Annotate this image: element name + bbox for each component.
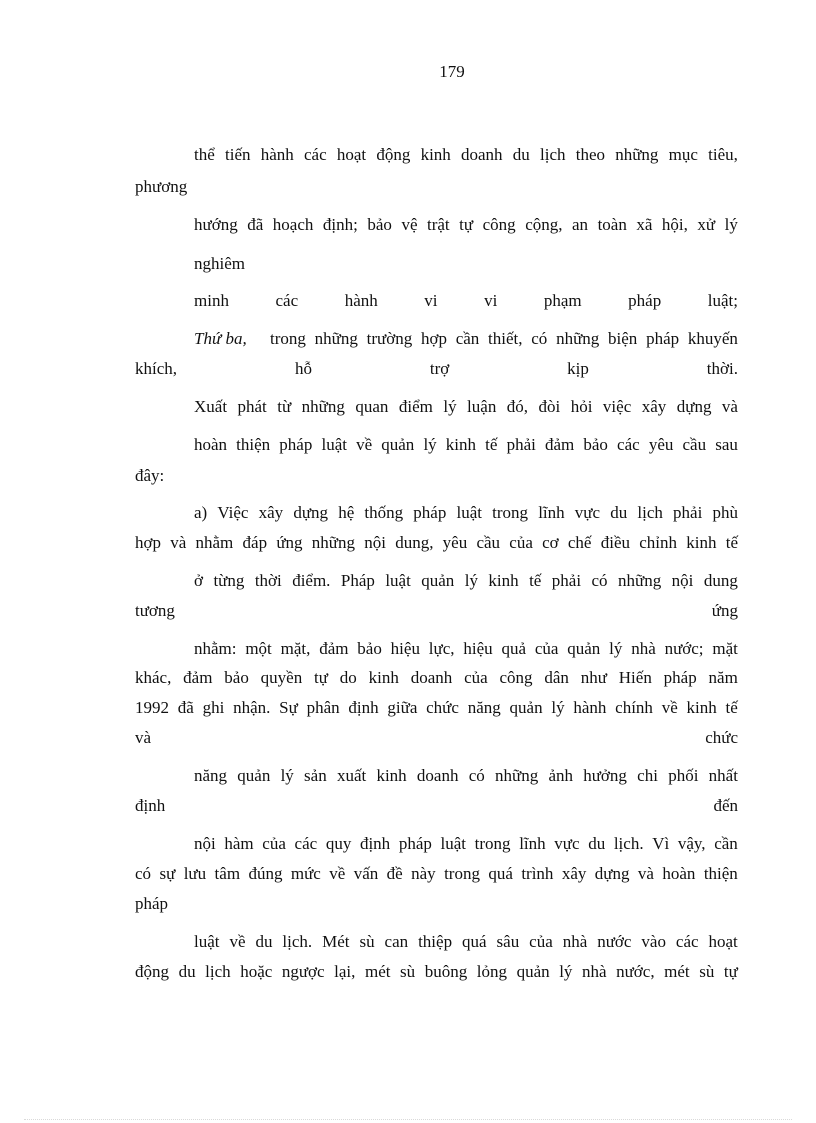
word: sự [159, 864, 176, 883]
word: các [275, 291, 299, 310]
word: khác, [135, 668, 172, 687]
word: tế [725, 533, 738, 552]
word: thiện [703, 864, 738, 883]
word: của [262, 834, 286, 853]
word: như [580, 668, 607, 687]
word: lý [280, 766, 294, 785]
italic-phrase: Thứ ba, [194, 329, 247, 348]
word: phối [668, 766, 699, 785]
word: năng [194, 766, 228, 785]
word: của [534, 639, 559, 658]
word: tương [135, 601, 175, 620]
word: quyền [260, 668, 303, 687]
word: biện [608, 329, 638, 348]
word: những [556, 329, 600, 348]
word: hành [344, 291, 378, 310]
text-line [135, 795, 738, 817]
word: về [661, 698, 678, 717]
word: hỗ [294, 359, 312, 378]
word: năm [708, 668, 738, 687]
word: xã [636, 215, 653, 234]
word: vậy, [677, 834, 706, 853]
word: quản [567, 639, 601, 658]
text-line [135, 697, 738, 719]
word: cơ [542, 533, 559, 552]
word: tự [314, 668, 328, 687]
word: cần [714, 834, 738, 853]
word: hỏi [570, 397, 593, 416]
word: động [376, 145, 411, 164]
word: mét [364, 962, 391, 981]
word: pháp [279, 435, 313, 454]
word: những [618, 571, 662, 590]
word: nhận. [233, 698, 271, 717]
word: vi [484, 291, 498, 310]
word: phân [306, 698, 340, 717]
word: kinh [368, 668, 399, 687]
word: đòi [538, 397, 561, 416]
word: bảo [367, 215, 392, 234]
word: chức [426, 698, 459, 717]
word: ứng [276, 533, 303, 552]
text-line [194, 570, 738, 592]
word: động [135, 962, 169, 981]
word: mục [668, 145, 698, 164]
word: dựng [293, 503, 329, 522]
word: quản [509, 698, 543, 717]
word: tự [459, 215, 474, 234]
word: định [135, 796, 166, 815]
word: mặt, [280, 639, 311, 658]
word: dựng [594, 864, 630, 883]
text-line [194, 290, 738, 312]
word: nội [194, 834, 216, 853]
word: đáp [242, 533, 268, 552]
word: lý [551, 698, 565, 717]
text-line [135, 358, 738, 380]
word: lịch [637, 503, 663, 522]
text-span [270, 328, 738, 350]
word: pháp [398, 834, 432, 853]
word: nhà [581, 962, 607, 981]
word: phải [506, 435, 536, 454]
word: sù [359, 932, 375, 951]
word: quản [237, 766, 271, 785]
word: Xuất [194, 397, 228, 416]
word: lý [559, 962, 573, 981]
word: luật [321, 435, 347, 454]
word: hoạt [336, 145, 367, 164]
word: vào [641, 932, 666, 951]
word: những [314, 329, 358, 348]
word: nội [364, 533, 386, 552]
word: tế [485, 435, 498, 454]
word: đã [247, 215, 264, 234]
word: quả [501, 639, 526, 658]
word: định [359, 834, 391, 853]
word: hoặc [240, 962, 273, 981]
word: các [617, 435, 640, 454]
word: luận [467, 397, 497, 416]
word: nước, [616, 962, 655, 981]
word: pháp [628, 291, 662, 310]
word: hoàn [662, 864, 696, 883]
word: sâu [496, 932, 520, 951]
word: đề [386, 864, 403, 883]
word: quản [381, 435, 415, 454]
word: trật [427, 215, 450, 234]
word: thời. [706, 359, 738, 378]
word: đến [713, 796, 738, 815]
word: lịch [540, 145, 566, 164]
text-line: đây: [135, 466, 165, 485]
word: xuất [336, 766, 367, 785]
word: luật [194, 932, 220, 951]
word: dung, [395, 533, 434, 552]
word: xây [641, 397, 667, 416]
word: trợ [429, 359, 450, 378]
text-line [194, 638, 738, 660]
word: chức [705, 728, 738, 747]
word: chi [637, 766, 658, 785]
word: hưởng [583, 766, 627, 785]
word: ứng [711, 601, 738, 620]
word: định [348, 698, 379, 717]
text-line [194, 765, 738, 787]
text-line [135, 600, 738, 622]
text-line [194, 328, 738, 350]
word: đảm [319, 639, 349, 658]
word: thiện [236, 435, 271, 454]
word: xây [258, 503, 284, 522]
text-line: nghiêm [194, 254, 245, 273]
text-line [135, 727, 738, 749]
word: hành [260, 145, 294, 164]
word: cầu [476, 533, 501, 552]
word: sản [304, 766, 327, 785]
word: doanh [416, 766, 459, 785]
word: quan [355, 397, 389, 416]
word: sau [715, 435, 738, 454]
word: nhất [708, 766, 738, 785]
word: kinh [376, 766, 407, 785]
word: minh [194, 291, 229, 310]
text-line [194, 502, 738, 524]
word: dân [544, 668, 569, 687]
word: Mét [322, 932, 350, 951]
word: những [301, 397, 345, 416]
text-line [194, 931, 738, 953]
word: những [311, 533, 355, 552]
word: hợp [135, 533, 161, 552]
word: phù [712, 503, 738, 522]
word: phải [673, 503, 703, 522]
word: du [610, 503, 628, 522]
text-line [194, 833, 738, 855]
word: kinh [686, 533, 717, 552]
word: vệ [401, 215, 418, 234]
word: chính [615, 698, 653, 717]
word: lý [423, 435, 437, 454]
word: Vì [652, 834, 670, 853]
word: các [303, 145, 327, 164]
word: lịch. [613, 834, 644, 853]
word: Việc [217, 503, 249, 522]
word: năng [467, 698, 501, 717]
word: có [135, 864, 152, 883]
word: tiêu, [708, 145, 738, 164]
word: công [499, 668, 533, 687]
word: cộng, [525, 215, 563, 234]
word: giữa [387, 698, 418, 717]
word: trình [521, 864, 554, 883]
word: lý [609, 639, 623, 658]
text-line [194, 434, 738, 456]
word: điểm. [292, 571, 331, 590]
word: phải [551, 571, 582, 590]
word: kịp [567, 359, 589, 378]
word: đúng [248, 864, 283, 883]
text-line: phương [135, 177, 188, 196]
word: du [588, 834, 606, 853]
word: mặt [712, 639, 738, 658]
word: trong [492, 503, 529, 522]
word: trong [270, 329, 306, 348]
word: lưu [183, 864, 207, 883]
word: nhà [562, 932, 588, 951]
word: thiệp [418, 932, 453, 951]
word: bảo [224, 668, 249, 687]
word: lý [464, 571, 478, 590]
word: đảm [183, 668, 213, 687]
word: hàm [224, 834, 254, 853]
word: ghi [202, 698, 225, 717]
word: hội, [661, 215, 688, 234]
word: lịch [205, 962, 231, 981]
text-line [135, 863, 738, 885]
word: nội [671, 571, 694, 590]
word: hiệu [463, 639, 493, 658]
word: quản [516, 962, 550, 981]
word: có [468, 766, 485, 785]
word: vực [554, 834, 580, 853]
word: quá [488, 864, 513, 883]
word: các [675, 932, 699, 951]
word: tế [725, 698, 738, 717]
word: doanh [410, 668, 453, 687]
word: khuyến [687, 329, 738, 348]
word: pháp [646, 329, 680, 348]
word: lĩnh [519, 834, 546, 853]
word: luật [440, 834, 467, 853]
word: vi [424, 291, 438, 310]
word: thời [254, 571, 282, 590]
word: về [329, 864, 346, 883]
word: của [509, 533, 533, 552]
word: hoạch [272, 215, 314, 234]
word: xử [697, 215, 716, 234]
text-line [194, 144, 738, 166]
word: kinh [445, 435, 477, 454]
word: về [356, 435, 373, 454]
word: và [135, 728, 152, 747]
word: việc [602, 397, 632, 416]
word: luật [456, 503, 482, 522]
page-number: 179 [439, 62, 465, 81]
word: định; [322, 215, 358, 234]
text-line [194, 214, 738, 236]
word: ảnh [548, 766, 573, 785]
word: Hiến [618, 668, 652, 687]
word: theo [575, 145, 605, 164]
word: có [531, 329, 548, 348]
word: hướng [194, 215, 238, 234]
word: phạm [543, 291, 582, 310]
word: hiệu [390, 639, 420, 658]
word: quản [421, 571, 455, 590]
word: dựng [676, 397, 712, 416]
word: du [255, 932, 273, 951]
word: một [245, 639, 272, 658]
word: thiết, [488, 329, 523, 348]
word: dung [703, 571, 738, 590]
word: đảm [544, 435, 575, 454]
word: xây [561, 864, 587, 883]
word: của [529, 932, 553, 951]
word: công [482, 215, 516, 234]
word: lý [724, 215, 738, 234]
word: này [411, 864, 436, 883]
word: ngược [281, 962, 325, 981]
word: mức [290, 864, 321, 883]
word: buông [424, 962, 468, 981]
word: luật [385, 571, 411, 590]
word: và [721, 397, 738, 416]
word: sù [699, 962, 715, 981]
word: doanh [461, 145, 503, 164]
word: nhằm: [194, 639, 237, 658]
word: thể [194, 145, 215, 164]
word: pháp [413, 503, 447, 522]
word: lực, [428, 639, 455, 658]
word: toàn [597, 215, 627, 234]
word: khích, [135, 359, 178, 378]
word: quá [462, 932, 487, 951]
word: thống [364, 503, 404, 522]
word: yêu [442, 533, 468, 552]
word: của [464, 668, 488, 687]
word: kinh [420, 145, 451, 164]
word: và [637, 864, 654, 883]
word: 1992 [135, 698, 169, 717]
word: pháp [663, 668, 697, 687]
word: hoạt [708, 932, 738, 951]
word: nhà [631, 639, 656, 658]
word: bảo [583, 435, 608, 454]
word: bảo [357, 639, 382, 658]
word: do [339, 668, 357, 687]
word: hành [573, 698, 607, 717]
word: can [384, 932, 409, 951]
word: du [178, 962, 196, 981]
word: tế [529, 571, 542, 590]
word: chế [567, 533, 592, 552]
word: lý [443, 397, 457, 416]
word: mét [664, 962, 690, 981]
word: hợp [420, 329, 447, 348]
word: vực [574, 503, 601, 522]
word: cầu [682, 435, 707, 454]
word: phát [237, 397, 267, 416]
text-line [135, 961, 738, 983]
word: hệ [338, 503, 355, 522]
word: có [591, 571, 608, 590]
word: đã [177, 698, 194, 717]
word: từ [277, 397, 292, 416]
word: vấn [353, 864, 379, 883]
word: những [494, 766, 539, 785]
word: tự [723, 962, 738, 981]
word: tâm [214, 864, 241, 883]
word: Pháp [340, 571, 375, 590]
word: về [229, 932, 246, 951]
word: an [572, 215, 589, 234]
text-line [194, 396, 738, 418]
word: ở [194, 571, 203, 590]
text-line: pháp [135, 894, 169, 913]
word: yêu [648, 435, 674, 454]
word: từng [213, 571, 245, 590]
word: lịch. [282, 932, 313, 951]
word: nước; [664, 639, 704, 658]
word: đó, [506, 397, 529, 416]
word: trường [366, 329, 413, 348]
word: quy [325, 834, 352, 853]
word: hoàn [194, 435, 228, 454]
word: a) [194, 503, 208, 522]
word: kinh [488, 571, 519, 590]
word: lại, [334, 962, 356, 981]
word: trong [474, 834, 511, 853]
page-bottom-divider [24, 1119, 792, 1120]
word: trong [444, 864, 480, 883]
word: chỉnh [639, 533, 678, 552]
word: luật; [707, 291, 738, 310]
word: du [512, 145, 530, 164]
word: và [170, 533, 187, 552]
word: Sự [279, 698, 298, 717]
word: các [294, 834, 318, 853]
word: cần [455, 329, 480, 348]
text-line [135, 667, 738, 689]
word: nước [597, 932, 632, 951]
word: tiến [225, 145, 251, 164]
word: điều [600, 533, 630, 552]
word: nhằm [195, 533, 234, 552]
word: những [615, 145, 659, 164]
word: sù [400, 962, 416, 981]
word: điểm [398, 397, 433, 416]
word: lỏng [476, 962, 508, 981]
text-line [135, 532, 738, 554]
word: lĩnh [538, 503, 565, 522]
word: kinh [686, 698, 717, 717]
